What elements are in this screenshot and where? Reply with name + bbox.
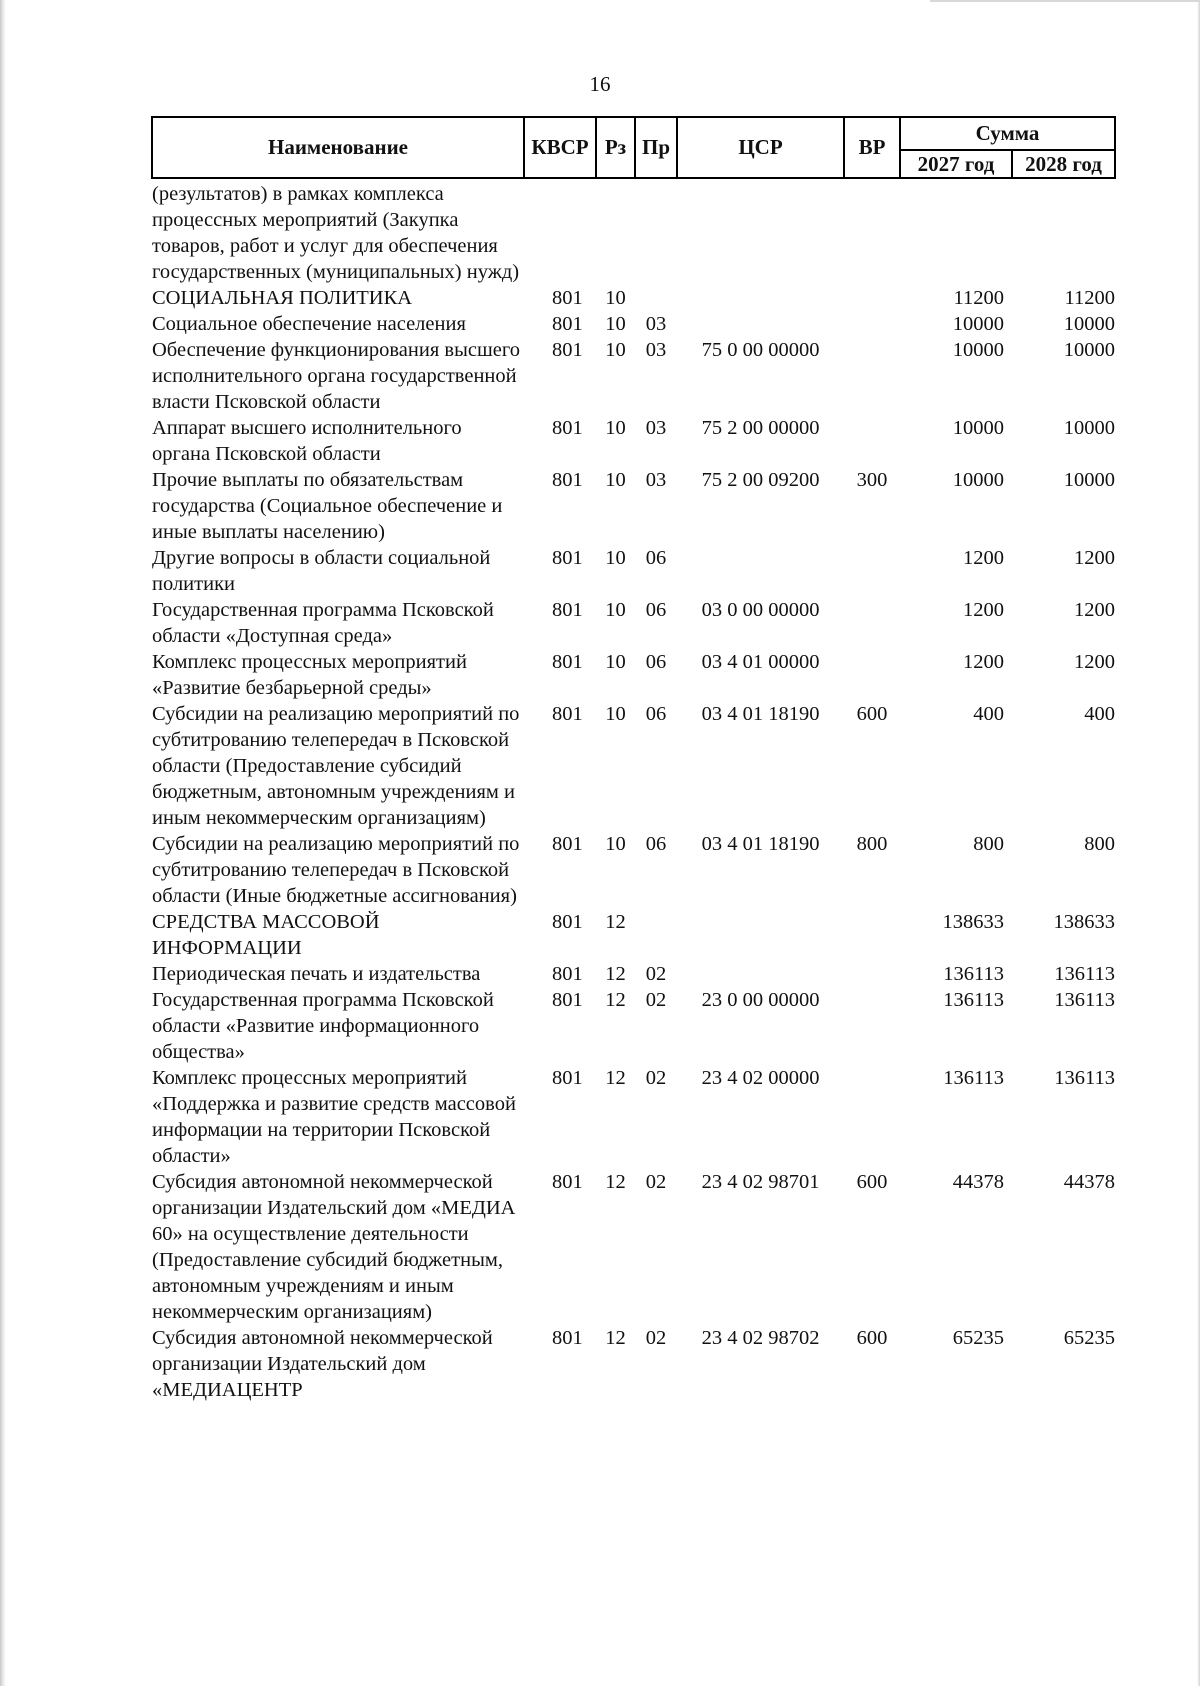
row-csr: 23 4 02 98702: [701, 1327, 820, 1349]
row-sum-2028: 800: [1084, 833, 1115, 855]
row-name: (результатов) в рамках комплекса процессных мероприятий (Закупка товаров, работ и услуг для обеспечения государственных (муниципальных) нужд): [152, 183, 520, 283]
table-row: [152, 909, 1115, 961]
header-kvsr: КВСР: [524, 117, 596, 178]
header-rz: Рз: [596, 117, 635, 178]
row-csr: 23 0 00 00000: [701, 989, 820, 1011]
row-rz: 10: [605, 313, 626, 335]
row-name: Субсидии на реализацию мероприятий по субтитрованию телепередач в Псковской области (Иные бюджетные ассигнования): [152, 833, 520, 907]
row-sum-2027: 136113: [943, 963, 1004, 985]
header-vr: ВР: [844, 117, 900, 178]
row-rz: 12: [605, 911, 626, 933]
table-row: [152, 1065, 1115, 1169]
row-kvsr: 801: [552, 1327, 583, 1349]
row-pr: 03: [645, 417, 667, 439]
row-sum-2027: 10000: [952, 313, 1004, 335]
row-pr: 03: [645, 339, 667, 361]
row-vr: [844, 415, 900, 467]
row-sum-2027: 136113: [943, 1067, 1004, 1089]
table-row: [152, 415, 1115, 467]
row-kvsr: 801: [552, 417, 583, 439]
row-pr: 02: [645, 963, 667, 985]
row-sum-2027: 1200: [963, 651, 1004, 673]
row-vr: [844, 178, 900, 285]
row-kvsr: 801: [552, 1067, 583, 1089]
table-row: [152, 337, 1115, 415]
row-pr: 06: [645, 651, 667, 673]
row-pr: [635, 285, 677, 311]
table-row: [152, 178, 1115, 285]
row-sum-2028: [1012, 178, 1115, 285]
row-vr: [844, 285, 900, 311]
row-pr: 02: [645, 1327, 667, 1349]
table-row: [152, 545, 1115, 597]
row-pr: 06: [645, 833, 667, 855]
row-kvsr: 801: [552, 1171, 583, 1193]
row-kvsr: 801: [552, 313, 583, 335]
header-csr: ЦСР: [677, 117, 844, 178]
row-csr: 75 2 00 09200: [701, 469, 820, 491]
row-pr: [635, 909, 677, 961]
row-rz: 12: [605, 1067, 626, 1089]
row-sum-2027: [900, 178, 1012, 285]
row-name: Субсидия автономной некоммерческой организации Издательский дом «МЕДИАЦЕНТР: [152, 1327, 493, 1401]
row-rz: 12: [605, 1171, 626, 1193]
row-pr: 02: [645, 989, 667, 1011]
row-sum-2028: 136113: [1054, 1067, 1115, 1089]
row-sum-2027: 400: [973, 703, 1004, 725]
row-sum-2028: 10000: [1063, 417, 1115, 439]
row-name: СРЕДСТВА МАССОВОЙ ИНФОРМАЦИИ: [152, 911, 380, 959]
row-name: Периодическая печать и издательства: [152, 963, 481, 985]
row-sum-2028: 1200: [1074, 547, 1115, 569]
row-kvsr: 801: [552, 469, 583, 491]
row-kvsr: 801: [552, 287, 583, 309]
scan-edge-left: [0, 0, 6, 1686]
row-rz: 10: [605, 599, 626, 621]
row-sum-2028: 65235: [1063, 1327, 1115, 1349]
row-vr: [844, 909, 900, 961]
row-sum-2027: 65235: [952, 1327, 1004, 1349]
row-sum-2028: 1200: [1074, 599, 1115, 621]
row-csr: 75 0 00 00000: [701, 339, 820, 361]
row-vr: [844, 545, 900, 597]
row-csr: 03 4 01 00000: [701, 651, 820, 673]
row-rz: 10: [605, 417, 626, 439]
row-sum-2028: 136113: [1054, 989, 1115, 1011]
row-kvsr: 801: [552, 989, 583, 1011]
row-pr: 06: [645, 703, 667, 725]
row-name: Обеспечение функционирования высшего исполнительного органа государственной власти Псковской области: [152, 339, 520, 413]
row-sum-2027: 11200: [953, 287, 1004, 309]
row-kvsr: 801: [552, 911, 583, 933]
row-vr: 600: [856, 1171, 888, 1193]
row-sum-2028: 1200: [1074, 651, 1115, 673]
row-kvsr: [524, 178, 596, 285]
row-vr: [844, 597, 900, 649]
row-vr: [844, 961, 900, 987]
row-csr: [677, 909, 844, 961]
row-rz: 10: [605, 651, 626, 673]
table-row: [152, 1325, 1115, 1403]
row-csr: 23 4 02 00000: [701, 1067, 820, 1089]
row-rz: 10: [605, 339, 626, 361]
row-pr: 02: [645, 1171, 667, 1193]
row-rz: [596, 178, 635, 285]
row-vr: 300: [856, 469, 888, 491]
row-sum-2027: 10000: [952, 469, 1004, 491]
row-csr: [677, 285, 844, 311]
table-row: [152, 961, 1115, 987]
row-csr: [677, 178, 844, 285]
row-pr: 03: [645, 469, 667, 491]
row-pr: 03: [645, 313, 667, 335]
table-row: [152, 649, 1115, 701]
table-row: [152, 701, 1115, 831]
row-pr: 02: [645, 1067, 667, 1089]
row-csr: 03 4 01 18190: [701, 833, 820, 855]
row-sum-2027: 800: [973, 833, 1004, 855]
row-csr: 75 2 00 00000: [701, 417, 820, 439]
row-name: Прочие выплаты по обязательствам государства (Социальное обеспечение и иные выплаты населению): [152, 469, 503, 543]
row-csr: [677, 311, 844, 337]
row-sum-2028: 400: [1084, 703, 1115, 725]
row-sum-2027: 136113: [943, 989, 1004, 1011]
table-header: [152, 117, 1115, 178]
row-sum-2028: 138633: [1053, 911, 1115, 933]
row-sum-2028: 11200: [1064, 287, 1115, 309]
row-kvsr: 801: [552, 599, 583, 621]
header-pr: Пр: [635, 117, 677, 178]
row-sum-2027: 138633: [942, 911, 1004, 933]
row-kvsr: 801: [552, 833, 583, 855]
table-row: [152, 597, 1115, 649]
row-name: Комплекс процессных мероприятий «Поддержка и развитие средств массовой информации на территории Псковской области»: [152, 1067, 516, 1167]
row-name: Социальное обеспечение населения: [152, 313, 466, 335]
row-csr: 03 4 01 18190: [701, 703, 820, 725]
row-kvsr: 801: [552, 651, 583, 673]
row-rz: 10: [605, 469, 626, 491]
row-csr: 03 0 00 00000: [701, 599, 820, 621]
row-pr: [635, 178, 677, 285]
row-rz: 12: [605, 1327, 626, 1349]
header-year-2028: 2028 год: [1012, 150, 1115, 178]
row-vr: 600: [856, 703, 888, 725]
row-sum-2027: 10000: [952, 339, 1004, 361]
row-name: Субсидия автономной некоммерческой организации Издательский дом «МЕДИА 60» на осуществление деятельности (Предоставление субсидий бюджетным, автономным учреждениям и иным некоммерческим организациям): [152, 1171, 516, 1323]
table-body: [152, 178, 1115, 1403]
scan-edge-top: [930, 0, 1200, 2]
table-row: [152, 467, 1115, 545]
row-csr: [677, 961, 844, 987]
table-row: [152, 311, 1115, 337]
row-name: Государственная программа Псковской области «Доступная среда»: [152, 599, 494, 647]
row-csr: 23 4 02 98701: [701, 1171, 820, 1193]
row-kvsr: 801: [552, 703, 583, 725]
row-vr: [844, 649, 900, 701]
row-sum-2028: 10000: [1063, 339, 1115, 361]
header-sum: Сумма: [900, 117, 1115, 150]
row-sum-2028: 44378: [1063, 1171, 1115, 1193]
page-number: 16: [589, 72, 611, 96]
header-name: Наименование: [152, 117, 524, 178]
row-vr: [844, 337, 900, 415]
row-rz: 10: [605, 287, 626, 309]
table-row: [152, 1169, 1115, 1325]
row-name: Комплекс процессных мероприятий «Развитие безбарьерной среды»: [152, 651, 467, 699]
row-name: Другие вопросы в области социальной политики: [152, 547, 491, 595]
row-rz: 10: [605, 833, 626, 855]
row-kvsr: 801: [552, 963, 583, 985]
header-year-2027: 2027 год: [900, 150, 1012, 178]
row-vr: [844, 311, 900, 337]
row-sum-2028: 136113: [1054, 963, 1115, 985]
table-row: [152, 987, 1115, 1065]
row-name: Субсидии на реализацию мероприятий по субтитрованию телепередач в Псковской области (Предоставление субсидий бюджетным, автономным учреждениям и иным некоммерческим организациям): [152, 703, 520, 829]
row-rz: 12: [605, 989, 626, 1011]
row-name: Аппарат высшего исполнительного органа Псковской области: [152, 417, 462, 465]
budget-table: [151, 116, 1116, 1403]
row-sum-2028: 10000: [1063, 469, 1115, 491]
row-pr: 06: [645, 599, 667, 621]
row-kvsr: 801: [552, 339, 583, 361]
row-vr: [844, 987, 900, 1065]
table-row: [152, 831, 1115, 909]
row-csr: [677, 545, 844, 597]
row-vr: 800: [856, 833, 888, 855]
row-vr: 600: [856, 1327, 888, 1349]
row-rz: 10: [605, 547, 626, 569]
row-kvsr: 801: [552, 547, 583, 569]
row-name: Государственная программа Псковской области «Развитие информационного общества»: [152, 989, 494, 1063]
row-sum-2027: 44378: [952, 1171, 1004, 1193]
row-vr: [844, 1065, 900, 1169]
row-name: СОЦИАЛЬНАЯ ПОЛИТИКА: [152, 287, 413, 309]
row-sum-2027: 1200: [963, 547, 1004, 569]
row-pr: 06: [645, 547, 667, 569]
row-sum-2027: 1200: [963, 599, 1004, 621]
row-sum-2028: 10000: [1063, 313, 1115, 335]
table-row: [152, 285, 1115, 311]
row-rz: 10: [605, 703, 626, 725]
row-rz: 12: [605, 963, 626, 985]
row-sum-2027: 10000: [952, 417, 1004, 439]
